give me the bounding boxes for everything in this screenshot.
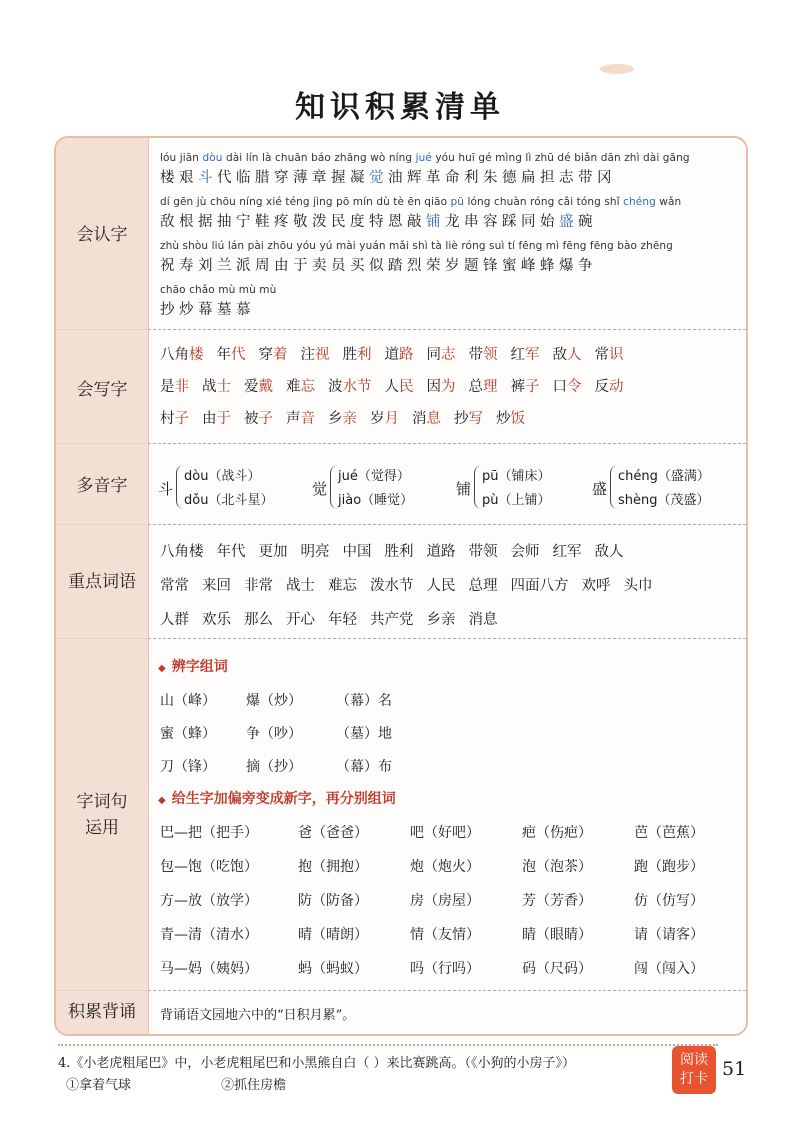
word-part-highlight: 于	[216, 411, 231, 427]
word-part-highlight: 识	[609, 347, 624, 363]
keyword: 敌人	[594, 544, 624, 560]
label-recognize: 会认字	[76, 225, 128, 245]
write-word	[328, 411, 357, 427]
radical-cell: 防（防备）	[298, 893, 368, 909]
row-separator	[148, 638, 746, 639]
word-part-highlight: 动	[609, 379, 624, 395]
radical-cell: 房（房屋）	[410, 893, 480, 909]
word-part-highlight: 志	[441, 347, 456, 363]
word-part: 由	[202, 411, 217, 427]
reading-2: pù（上铺）	[482, 493, 551, 508]
write-word	[454, 411, 483, 427]
discern-heading: ◆ 辨字组词	[158, 659, 228, 675]
badge-line-1: 阅读	[680, 1052, 708, 1068]
radical-cell: 炮（炮火）	[410, 859, 480, 875]
char-line-1: 楼艰斗代临腊穿薄章握凝觉油辉革命利朱德扁担志带冈	[160, 170, 616, 186]
row-separator	[148, 990, 746, 991]
keyword: 更加	[258, 544, 288, 560]
label-separator	[56, 990, 148, 991]
label-separator	[56, 443, 148, 444]
write-word	[217, 347, 246, 363]
write-word	[595, 379, 624, 395]
write-word	[496, 411, 525, 427]
word-part: 红	[510, 347, 525, 363]
discern-cell: 刀（锋）	[160, 759, 216, 775]
word-part: 同	[426, 347, 441, 363]
pinyin-line-2: dí gēn jù chōu níng xié téng jìng pō mín dù tè ēn qiāo pū lóng chuàn róng cǎi tóng shǐ chéng wǎn	[160, 196, 682, 208]
write-row-3	[160, 407, 538, 428]
write-word	[385, 347, 414, 363]
page-number: 51	[722, 1058, 747, 1080]
diamond-icon: ◆	[158, 663, 166, 674]
radical-cell: 包—饱（吃饱）	[160, 859, 258, 875]
word-part: 裤	[510, 379, 525, 395]
write-word	[286, 411, 315, 427]
label-usage-2: 运用	[85, 818, 119, 838]
word-part-highlight: 代	[231, 347, 246, 363]
polyphone-char: 斗	[158, 480, 174, 498]
word-part: 村	[160, 411, 175, 427]
keyword: 胜利	[384, 544, 414, 560]
word-part: 抄	[454, 411, 469, 427]
polyphone-char: 觉	[312, 480, 328, 498]
reading-2: shèng（茂盛）	[618, 493, 710, 508]
row-separator	[148, 443, 746, 444]
keyword: 总理	[468, 578, 498, 594]
keyword: 欢乐	[202, 612, 231, 628]
word-part: 岁	[370, 411, 385, 427]
write-word	[511, 347, 540, 363]
word-part-highlight: 楼	[189, 347, 204, 363]
page-title: 知识积累清单	[295, 90, 505, 125]
word-part: 战	[202, 379, 217, 395]
char-line-2: 敌根据抽宁鞋疼敬泼民度特恩敲铺龙串容踩同始盛碗	[160, 214, 597, 230]
label-usage-1: 字词句	[76, 792, 128, 812]
radical-cell: 码（尺码）	[522, 961, 592, 977]
word-part: 道	[384, 347, 399, 363]
word-part: 常	[594, 347, 609, 363]
write-word	[469, 347, 498, 363]
write-word	[259, 347, 288, 363]
word-part: 敌	[552, 347, 567, 363]
keyword-row-2	[160, 574, 666, 595]
badge-line-2: 打卡	[680, 1071, 708, 1087]
knowledge-sheet	[54, 136, 748, 1036]
write-word	[301, 347, 330, 363]
radical-cell: 吗（行吗）	[410, 961, 480, 977]
radical-heading: ◆ 给生字加偏旁变成新字，再分别组词	[158, 791, 396, 807]
radical-cell: 仿（仿写）	[634, 893, 704, 909]
write-word	[595, 347, 624, 363]
keyword: 人民	[426, 578, 456, 594]
word-part-highlight: 民	[399, 379, 414, 395]
option-2[interactable]: ②抓住房檐	[221, 1078, 287, 1093]
write-word	[244, 379, 273, 395]
reading-1: pū（铺床）	[482, 469, 551, 484]
word-part-highlight: 息	[426, 411, 441, 427]
radical-cell: 闯（闯入）	[634, 961, 704, 977]
keyword: 年代	[216, 544, 246, 560]
keyword: 头巾	[623, 578, 653, 594]
keyword: 明亮	[300, 544, 330, 560]
keyword: 会师	[510, 544, 540, 560]
label-separator	[56, 524, 148, 525]
brace-mark	[176, 465, 184, 509]
word-part: 波	[328, 379, 343, 395]
keyword: 带领	[468, 544, 498, 560]
reading-2: jiào（睡觉）	[338, 493, 414, 508]
word-part: 被	[244, 411, 259, 427]
write-word	[427, 379, 456, 395]
keyword: 红军	[552, 544, 582, 560]
word-part: 口	[552, 379, 567, 395]
reading-1: dòu（战斗）	[184, 469, 261, 484]
keyword: 非常	[244, 578, 273, 594]
label-separator	[56, 638, 148, 639]
reading-2: dǒu（北斗星）	[184, 493, 274, 508]
keyword: 那么	[244, 612, 273, 628]
write-row-2	[160, 375, 637, 396]
option-1[interactable]: ①拿着气球	[66, 1078, 132, 1093]
word-part-highlight: 士	[216, 379, 231, 395]
write-word	[286, 379, 315, 395]
word-part-highlight: 理	[483, 379, 498, 395]
word-part: 人	[384, 379, 399, 395]
answer-options	[66, 1074, 372, 1093]
radical-cell: 泡（泡茶）	[522, 859, 592, 875]
radical-cell: 吧（好吧）	[410, 825, 480, 841]
write-word	[553, 379, 582, 395]
word-part-highlight: 水节	[342, 379, 372, 395]
write-word	[328, 379, 372, 395]
radical-cell: 青—清（清水）	[160, 927, 258, 943]
reading-1: jué（觉得）	[338, 469, 410, 484]
radical-cell: 晴（晴朗）	[298, 927, 368, 943]
brace-mark	[474, 465, 482, 509]
word-part-highlight: 军	[525, 347, 540, 363]
keyword: 消息	[468, 612, 498, 628]
keyword: 人群	[160, 612, 189, 628]
radical-cell: 抱（拥抱）	[298, 859, 368, 875]
word-part-highlight: 路	[399, 347, 414, 363]
keyword: 战士	[286, 578, 315, 594]
brace-mark	[330, 465, 338, 509]
radical-cell: 疤（伤疤）	[522, 825, 592, 841]
radical-cell: 芭（芭蕉）	[634, 825, 704, 841]
keyword: 来回	[202, 578, 231, 594]
keyword: 共产党	[370, 612, 414, 628]
discern-cell: 爆（炒）	[246, 693, 302, 709]
row-separator	[148, 524, 746, 525]
char-line-3: 祝寿刘兰派周由于卖员买似踏烈荣岁题锋蜜峰蜂爆争	[160, 258, 597, 274]
radical-cell: 跑（跑步）	[634, 859, 704, 875]
label-keywords: 重点词语	[68, 572, 136, 592]
write-word	[427, 347, 456, 363]
keyword: 开心	[286, 612, 315, 628]
word-part-highlight: 为	[441, 379, 456, 395]
word-part-highlight: 子	[525, 379, 540, 395]
write-word	[202, 379, 231, 395]
word-part: 八角	[160, 347, 189, 363]
word-part-highlight: 子	[174, 411, 189, 427]
discern-cell: （墓）地	[336, 726, 392, 742]
write-word	[160, 347, 204, 363]
pinyin-line-1: lóu jiān dòu dài lín là chuān báo zhāng wò níng jué yóu huī gé mìng lì zhū dé biǎn dān zhì dài gāng	[160, 152, 690, 164]
keyword: 四面八方	[510, 578, 569, 594]
word-part: 胜	[342, 347, 357, 363]
word-part-highlight: 子	[258, 411, 273, 427]
keyword-row-1	[160, 540, 637, 561]
word-part-highlight: 着	[273, 347, 288, 363]
brace-mark	[610, 465, 618, 509]
word-part-highlight: 饭	[510, 411, 525, 427]
word-part-highlight: 令	[567, 379, 582, 395]
radical-cell: 情（友情）	[410, 927, 480, 943]
recite-text: 背诵语文园地六中的“日积月累”。	[160, 1008, 356, 1023]
keyword: 中国	[342, 544, 372, 560]
word-part-highlight: 写	[468, 411, 483, 427]
polyphone-char: 铺	[456, 480, 472, 498]
discern-cell: （幕）名	[336, 693, 392, 709]
write-word	[343, 347, 372, 363]
radical-cell: 方—放（放学）	[160, 893, 258, 909]
write-row-1	[160, 343, 637, 364]
write-word	[511, 379, 540, 395]
decorative-smudge	[600, 64, 634, 74]
discern-cell: 蜜（蜂）	[160, 726, 216, 742]
word-part-highlight: 非	[174, 379, 189, 395]
char-line-4: 抄炒幕墓慕	[160, 302, 255, 318]
write-word	[412, 411, 441, 427]
word-part: 总	[468, 379, 483, 395]
radical-cell: 睛（眼睛）	[522, 927, 592, 943]
word-part: 炒	[496, 411, 511, 427]
question-text: 4.《小老虎粗尾巴》中，小老虎粗尾巴和小黑熊自白（ ）来比赛跳高。（《小狗的小房子》）	[58, 1056, 576, 1071]
keyword: 道路	[426, 544, 456, 560]
word-part-highlight: 领	[483, 347, 498, 363]
radical-cell: 请（请客）	[634, 927, 704, 943]
word-part-highlight: 音	[300, 411, 315, 427]
radical-cell: 蚂（蚂蚁）	[298, 961, 368, 977]
radical-cell: 马—妈（姨妈）	[160, 961, 258, 977]
label-separator	[56, 329, 148, 330]
word-part: 消	[412, 411, 427, 427]
reading-1: chéng（盛满）	[618, 469, 710, 484]
word-part-highlight: 人	[567, 347, 582, 363]
word-part: 反	[594, 379, 609, 395]
word-part: 声	[286, 411, 301, 427]
label-polyphone: 多音字	[76, 476, 128, 496]
write-word	[160, 411, 189, 427]
word-part-highlight: 亲	[342, 411, 357, 427]
reading-checkin-badge	[672, 1046, 716, 1094]
radical-cell: 芳（芳香）	[522, 893, 592, 909]
discern-cell: 争（吵）	[246, 726, 302, 742]
write-word	[385, 379, 414, 395]
word-part: 穿	[258, 347, 273, 363]
discern-cell: 山（峰）	[160, 693, 216, 709]
write-word	[469, 379, 498, 395]
word-part-highlight: 视	[315, 347, 330, 363]
word-part: 乡	[328, 411, 343, 427]
row-separator	[148, 329, 746, 330]
word-part: 爱	[244, 379, 259, 395]
discern-cell: 摘（抄）	[246, 759, 302, 775]
keyword: 泼水节	[370, 578, 414, 594]
radical-cell: 爸（爸爸）	[298, 825, 368, 841]
dotted-divider	[58, 1044, 718, 1046]
write-word	[553, 347, 582, 363]
pinyin-line-3: zhù shòu liú lán pài zhōu yóu yú mài yuán mǎi shì tà liè róng suì tí fēng mì fēng fēng bào zhēng	[160, 240, 673, 252]
word-part: 因	[426, 379, 441, 395]
word-part-highlight: 戴	[258, 379, 273, 395]
keyword: 常常	[160, 578, 189, 594]
word-part-highlight: 忘	[300, 379, 315, 395]
label-write: 会写字	[76, 380, 128, 400]
keyword-row-3	[160, 608, 511, 629]
pinyin-line-4: chāo chǎo mù mù mù	[160, 284, 277, 296]
word-part: 注	[300, 347, 315, 363]
label-recite: 积累背诵	[68, 1002, 136, 1022]
keyword: 八角楼	[160, 544, 204, 560]
polyphone-char: 盛	[592, 480, 608, 498]
discern-cell: （幕）布	[336, 759, 392, 775]
word-part: 是	[160, 379, 175, 395]
word-part-highlight: 月	[384, 411, 399, 427]
word-part: 年	[216, 347, 231, 363]
radical-cell: 巴—把（把手）	[160, 825, 258, 841]
keyword: 难忘	[328, 578, 357, 594]
word-part-highlight: 利	[357, 347, 372, 363]
keyword: 欢呼	[581, 578, 611, 594]
write-word	[202, 411, 231, 427]
write-word	[244, 411, 273, 427]
diamond-icon: ◆	[158, 795, 166, 806]
write-word	[370, 411, 399, 427]
word-part: 带	[468, 347, 483, 363]
word-part: 难	[286, 379, 301, 395]
keyword: 年轻	[328, 612, 357, 628]
write-word	[160, 379, 189, 395]
keyword: 乡亲	[426, 612, 456, 628]
